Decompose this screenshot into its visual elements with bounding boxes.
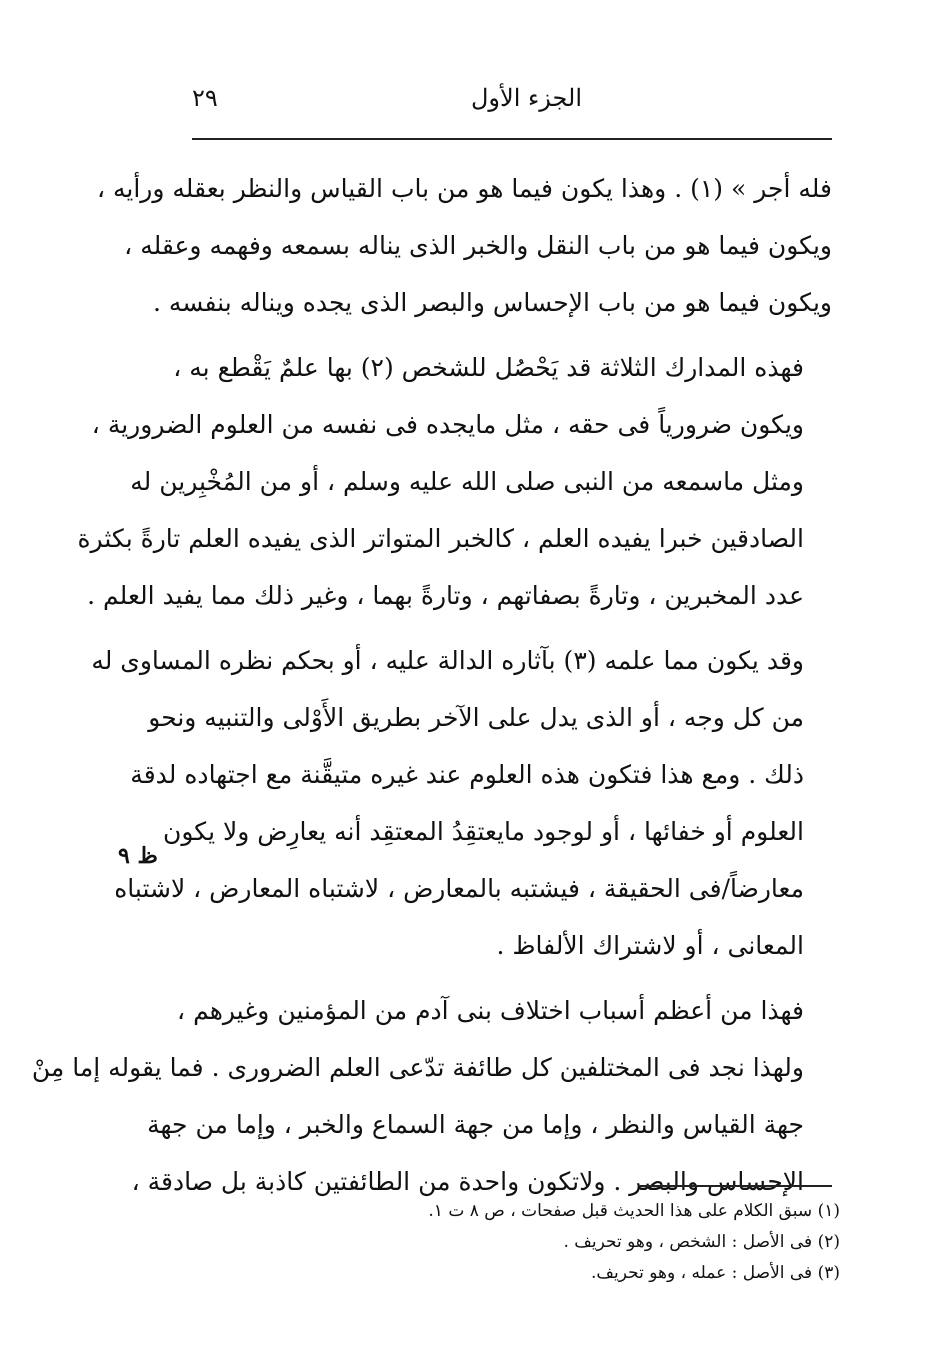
text-line: ولهذا نجد فى المختلفين كل طائفة تدّعى العلم الضرورى . فما يقوله إما مِنْ (31, 1053, 804, 1082)
text-line: فهذه المدارك الثلاثة قد يَحْصُل للشخص (٢) بها علمٌ يَقْطع به ، (173, 353, 804, 382)
footnote: (٢) فى الأصل : الشخص ، وهو تحريف . (563, 1232, 840, 1252)
page-header (192, 80, 832, 120)
text-line: المعانى ، أو لاشتراك الألفاظ . (496, 931, 804, 960)
footnote: (١) سبق الكلام على هذا الحديث قبل صفحات ، ص ٨ ت ١. (428, 1201, 840, 1221)
text-line: فهذا من أعظم أسباب اختلاف بنى آدم من المؤمنين وغيرهم ، (177, 996, 804, 1025)
paragraph (96, 160, 832, 331)
text-line: الإحساس والبصر . ولاتكون واحدة من الطائفتين كاذبة بل صادقة ، (131, 1167, 804, 1196)
paragraph (31, 982, 832, 1210)
text-line: معارضاً/فى الحقيقة ، فيشتبه بالمعارض ، لاشتباه المعارض ، لاشتباه (114, 874, 804, 903)
paragraph (77, 339, 832, 624)
margin-note: ظ ٩ (118, 843, 158, 869)
text-line: ذلك . ومع هذا فتكون هذه العلوم عند غيره متيقَّنة مع اجتهاده لدقة (130, 760, 804, 789)
footnote-divider (640, 1185, 832, 1187)
footnotes (330, 1196, 840, 1289)
text-line: عدد المخبرين ، وتارةً بصفاتهم ، وتارةً بهما ، وغير ذلك مما يفيد العلم . (87, 581, 804, 610)
running-title: الجزء الأول (470, 84, 582, 112)
text-line: وقد يكون مما علمه (٣) بآثاره الدالة عليه ، أو بحكم نظره المساوى له (91, 646, 804, 675)
footnote: (٣) فى الأصل : عمله ، وهو تحريف. (591, 1263, 840, 1283)
text-line: فله أجر » (١) . وهذا يكون فيما هو من باب القياس والنظر بعقله ورأيه ، (96, 174, 832, 203)
text-line: العلوم أو خفائها ، أو لوجود مايعتقِدُ المعتقِد أنه يعارِض ولا يكون (162, 817, 804, 846)
text-line: ويكون ضرورياً فى حقه ، مثل مايجده فى نفسه من العلوم الضرورية ، (91, 410, 804, 439)
text-line: جهة القياس والنظر ، وإما من جهة السماع والخبر ، وإما من جهة (147, 1110, 804, 1139)
header-divider (192, 138, 832, 140)
text-line: الصادقين خبرا يفيده العلم ، كالخبر المتواتر الذى يفيده العلم تارةً بكثرة (77, 524, 804, 553)
text-line: ومثل ماسمعه من النبى صلى الله عليه وسلم ، أو من المُخْبِرين له (130, 467, 804, 496)
text-line: ويكون فيما هو من باب الإحساس والبصر الذى يجده ويناله بنفسه . (152, 288, 832, 317)
text-line: من كل وجه ، أو الذى يدل على الآخر بطريق الأَوْلى والتنبيه ونحو (148, 703, 804, 732)
page-number: ٢٩ (192, 84, 218, 112)
text-line: ويكون فيما هو من باب النقل والخبر الذى يناله بسمعه وفهمه وعقله ، (124, 231, 832, 260)
